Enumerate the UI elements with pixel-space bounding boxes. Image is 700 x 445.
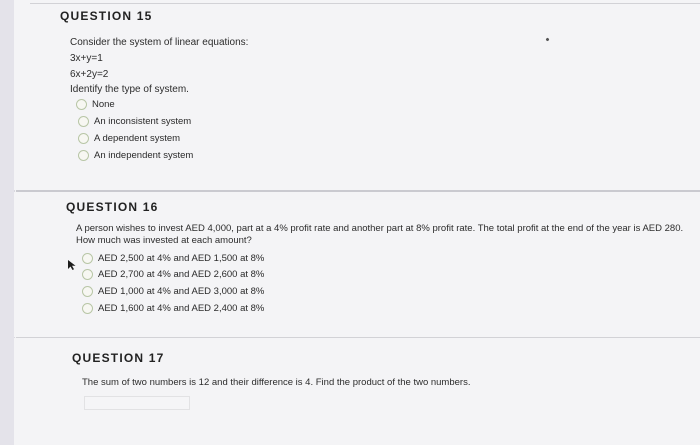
radio-button[interactable] xyxy=(78,150,89,161)
option-label: AED 2,700 at 4% and AED 2,600 at 8% xyxy=(98,269,265,280)
q15-equation-1: 3x+y=1 xyxy=(70,53,103,64)
stray-mark xyxy=(545,37,549,41)
option-label: AED 1,600 at 4% and AED 2,400 at 8% xyxy=(98,303,265,314)
question-16-heading: QUESTION 16 xyxy=(66,200,159,214)
question-17-heading: QUESTION 17 xyxy=(72,351,165,365)
question-15-heading: QUESTION 15 xyxy=(60,9,153,23)
radio-button[interactable] xyxy=(82,303,93,314)
option-label: None xyxy=(92,99,115,110)
option-label: An inconsistent system xyxy=(94,116,192,127)
top-divider xyxy=(30,3,700,4)
question-17-panel xyxy=(14,338,700,445)
radio-button[interactable] xyxy=(76,99,87,110)
option-label: AED 1,000 at 4% and AED 3,000 at 8% xyxy=(98,286,265,297)
q15-equation-2: 6x+2y=2 xyxy=(70,69,109,80)
q15-prompt: Consider the system of linear equations: xyxy=(70,37,249,48)
option-label: AED 2,500 at 4% and AED 1,500 at 8% xyxy=(98,253,265,264)
radio-button[interactable] xyxy=(82,286,93,297)
q15-option-inconsistent[interactable] xyxy=(78,116,191,127)
q16-option-a[interactable] xyxy=(82,253,264,264)
radio-button[interactable] xyxy=(82,253,93,264)
q16-question: How much was invested at each amount? xyxy=(76,235,252,246)
option-label: A dependent system xyxy=(94,133,181,144)
q15-option-none[interactable] xyxy=(76,99,115,110)
option-label: An independent system xyxy=(94,150,194,161)
left-sidebar-strip xyxy=(0,0,15,445)
q17-prompt: The sum of two numbers is 12 and their difference is 4. Find the product of the two numbers. xyxy=(82,377,471,388)
q15-option-dependent[interactable] xyxy=(78,133,180,144)
q16-option-b[interactable] xyxy=(82,269,264,280)
radio-button[interactable] xyxy=(78,116,89,127)
q16-option-d[interactable] xyxy=(82,303,264,314)
radio-button[interactable] xyxy=(82,269,93,280)
radio-button[interactable] xyxy=(78,133,89,144)
q15-instruction: Identify the type of system. xyxy=(70,84,189,95)
q16-option-c[interactable] xyxy=(82,286,264,297)
q16-prompt: A person wishes to invest AED 4,000, part at a 4% profit rate and another part at 8% profit rate. The total profit at the end of the year is AED 280. xyxy=(76,223,684,234)
question-16-panel xyxy=(14,192,700,337)
q15-option-independent[interactable] xyxy=(78,150,193,161)
answer-input[interactable] xyxy=(84,396,190,410)
question-15-panel xyxy=(14,0,700,190)
mouse-cursor-icon xyxy=(67,259,77,271)
